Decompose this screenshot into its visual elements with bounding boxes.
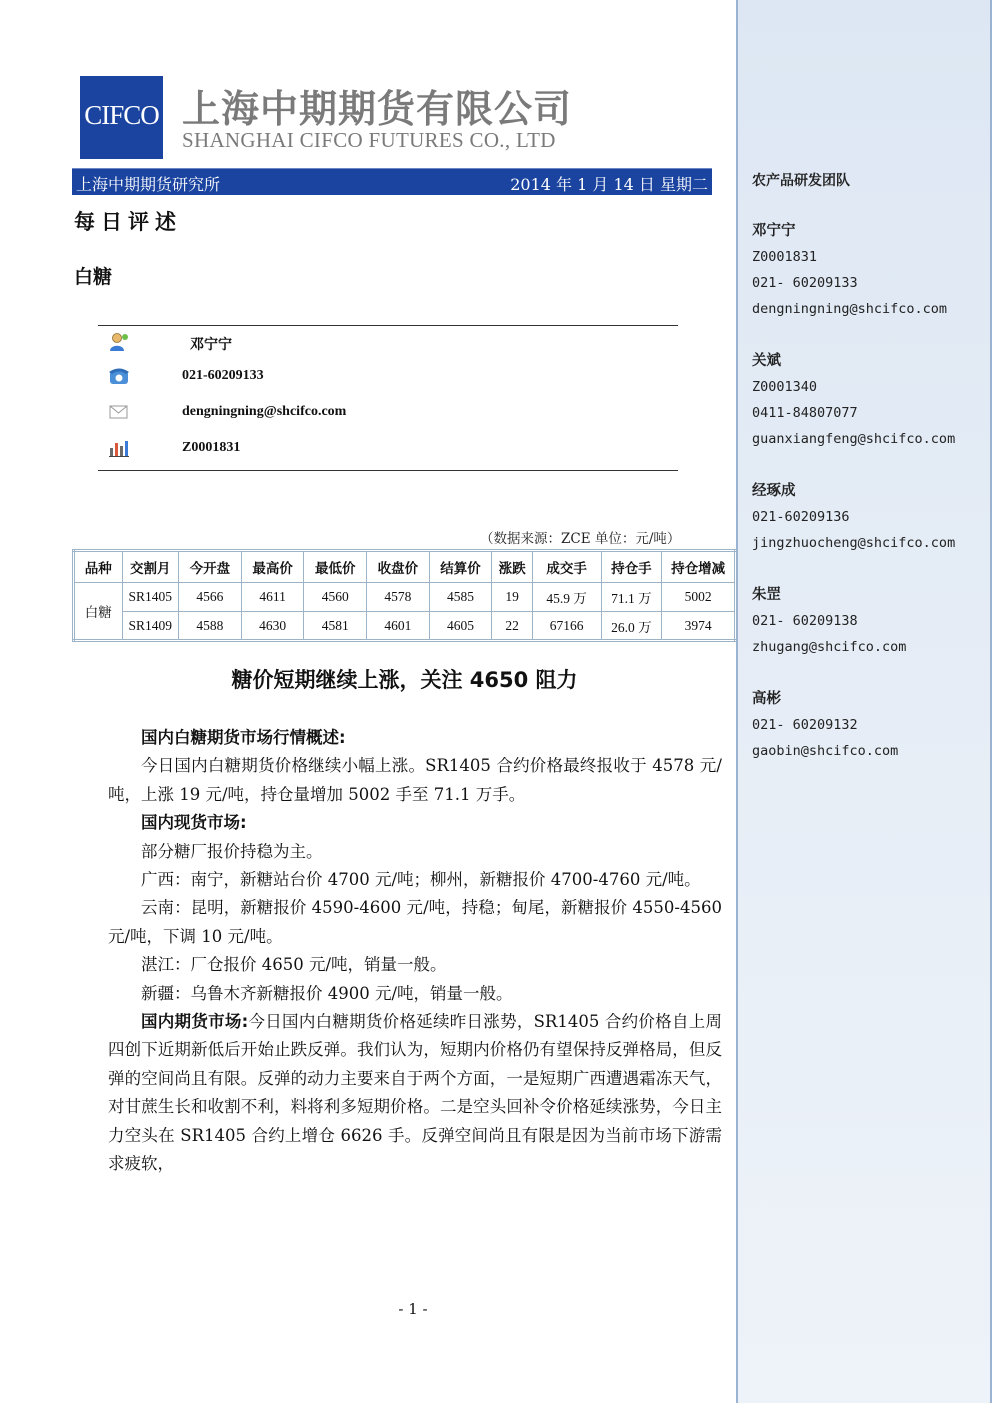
table-cell: SR1405 bbox=[122, 583, 179, 612]
col-header: 品种 bbox=[74, 551, 123, 583]
col-header: 收盘价 bbox=[367, 551, 430, 583]
author-phone: 021-60209133 bbox=[182, 368, 264, 383]
sidebar-contact bbox=[752, 348, 988, 452]
table-header-row bbox=[74, 551, 736, 583]
contact-email[interactable]: zhugang@shcifco.com bbox=[752, 639, 907, 655]
article-body bbox=[108, 724, 722, 1179]
table-cell: 4630 bbox=[241, 612, 304, 641]
author-license-row bbox=[98, 438, 678, 460]
data-source-note: （数据来源：ZCE 单位：元/吨） bbox=[480, 531, 681, 547]
envelope-icon bbox=[108, 402, 130, 422]
author-name-row bbox=[98, 332, 678, 354]
table-cell: 4578 bbox=[367, 583, 430, 612]
section-heading: 国内白糖期货市场行情概述: bbox=[141, 728, 346, 747]
contact-name: 高彬 bbox=[752, 691, 781, 707]
contact-name: 朱罡 bbox=[752, 587, 781, 603]
table-cell: 4566 bbox=[179, 583, 242, 612]
company-name-cn: 上海中期期货有限公司 bbox=[182, 87, 573, 131]
contact-name: 经琢成 bbox=[752, 483, 796, 499]
team-title: 农产品研发团队 bbox=[752, 173, 850, 189]
paragraph: 湛江：厂仓报价 4650 元/吨，销量一般。 bbox=[141, 955, 447, 975]
contact-email[interactable]: gaobin@shcifco.com bbox=[752, 743, 899, 759]
company-logo bbox=[80, 76, 163, 159]
section-heading: 国内期货市场: bbox=[141, 1012, 249, 1032]
contact-line: 0411-84807077 bbox=[752, 405, 858, 421]
author-box bbox=[98, 325, 678, 471]
table-row bbox=[74, 612, 736, 641]
col-header: 最高价 bbox=[241, 551, 304, 583]
person-icon bbox=[108, 332, 130, 352]
author-name: 邓宁宁 bbox=[190, 338, 232, 353]
table-cell: 4560 bbox=[304, 583, 367, 612]
table-cell: 71.1 万 bbox=[601, 583, 662, 612]
col-header: 涨跌 bbox=[492, 551, 532, 583]
header-bar bbox=[72, 168, 712, 195]
sidebar-contact bbox=[752, 218, 988, 322]
contact-line: 021- 60209138 bbox=[752, 613, 858, 629]
paragraph: 云南：昆明，新糖报价 4590-4600 元/吨，持稳；甸尾，新糖报价 4550-4560 元/吨，下调 10 元/吨。 bbox=[108, 898, 722, 946]
institute-name: 上海中期期货研究所 bbox=[76, 175, 221, 194]
table-row bbox=[74, 583, 736, 612]
phone-icon bbox=[108, 366, 130, 386]
contact-line: 021-60209136 bbox=[752, 509, 850, 525]
article-title: 糖价短期继续上涨，关注 4650 阻力 bbox=[231, 668, 578, 692]
paragraph: 部分糖厂报价持稳为主。 bbox=[141, 841, 323, 861]
contact-email[interactable]: guanxiangfeng@shcifco.com bbox=[752, 431, 956, 447]
sidebar-contact bbox=[752, 582, 988, 660]
author-email-row bbox=[98, 402, 678, 424]
contact-line: 021- 60209133 bbox=[752, 275, 858, 291]
table-cell: 4585 bbox=[429, 583, 492, 612]
section-heading: 国内现货市场: bbox=[141, 813, 247, 833]
paragraph: 新疆：乌鲁木齐新糖报价 4900 元/吨，销量一般。 bbox=[141, 983, 513, 1003]
table-cell: 45.9 万 bbox=[532, 583, 601, 612]
col-header: 持仓增减 bbox=[662, 551, 736, 583]
section-title: 每日评述 bbox=[74, 210, 182, 234]
contact-email[interactable]: dengningning@shcifco.com bbox=[752, 301, 948, 317]
table-cell: 4611 bbox=[241, 583, 304, 612]
author-email[interactable]: dengningning@shcifco.com bbox=[182, 404, 347, 419]
sidebar bbox=[736, 0, 992, 1403]
table-cell: 67166 bbox=[532, 612, 601, 641]
paragraph: 今日国内白糖期货价格延续昨日涨势，SR1405 合约价格自上周四创下近期新低后开始止跌反弹。我们认为，短期内价格仍有望保持反弹格局，但反弹的空间尚且有限。反弹的动力主要来自于两个方面，一是短期广西遭遇霜冻天气，对甘蔗生长和收割不利，料将利多短期价格。二是空头回补令价格延续涨势，今日主力空头在 SR1405 合约上增仓 6626 手。反弹空间尚且有限是因为当前市场下游需求疲软， bbox=[108, 1012, 722, 1174]
table-cell: 4605 bbox=[429, 612, 492, 641]
table-cell: 4588 bbox=[179, 612, 242, 641]
page-number: - 1 - bbox=[398, 1300, 428, 1318]
table-cell: 19 bbox=[492, 583, 532, 612]
table-cell: 22 bbox=[492, 612, 532, 641]
contact-line: Z0001831 bbox=[752, 249, 818, 265]
futures-quote-table bbox=[72, 549, 737, 642]
col-header: 持仓手 bbox=[601, 551, 662, 583]
table-cell: 3974 bbox=[662, 612, 736, 641]
paragraph: 今日国内白糖期货价格继续小幅上涨。SR1405 合约价格最终报收于 4578 元/吨，上涨 19 元/吨，持仓量增加 5002 手至 71.1 万手。 bbox=[108, 756, 722, 804]
logo-badge-text: CIFCO bbox=[84, 100, 159, 130]
commodity-subtitle: 白糖 bbox=[74, 266, 113, 288]
table-cell: 26.0 万 bbox=[601, 612, 662, 641]
sidebar-contact bbox=[752, 686, 988, 764]
paragraph: 广西：南宁，新糖站台价 4700 元/吨；柳州，新糖报价 4700-4760 元/吨。 bbox=[141, 870, 701, 890]
col-header: 结算价 bbox=[429, 551, 492, 583]
author-phone-row bbox=[98, 366, 678, 388]
sidebar-contact bbox=[752, 478, 988, 556]
table-cell: SR1409 bbox=[122, 612, 179, 641]
contact-line: Z0001340 bbox=[752, 379, 818, 395]
col-header: 今开盘 bbox=[179, 551, 242, 583]
col-header: 成交手 bbox=[532, 551, 601, 583]
author-license: Z0001831 bbox=[182, 440, 241, 455]
contact-email[interactable]: jingzhuocheng@shcifco.com bbox=[752, 535, 956, 551]
table-cell: 5002 bbox=[662, 583, 736, 612]
contact-name: 邓宁宁 bbox=[752, 223, 796, 239]
report-date: 2014 年 1 月 14 日 星期二 bbox=[510, 175, 708, 194]
contact-name: 关斌 bbox=[752, 353, 781, 369]
table-cell: 4601 bbox=[367, 612, 430, 641]
bar-chart-icon bbox=[108, 438, 130, 458]
col-header: 交割月 bbox=[122, 551, 179, 583]
table-cell: 4581 bbox=[304, 612, 367, 641]
variety-cell: 白糖 bbox=[74, 583, 123, 641]
col-header: 最低价 bbox=[304, 551, 367, 583]
contact-line: 021- 60209132 bbox=[752, 717, 858, 733]
company-name-en: SHANGHAI CIFCO FUTURES CO., LTD bbox=[182, 128, 556, 152]
